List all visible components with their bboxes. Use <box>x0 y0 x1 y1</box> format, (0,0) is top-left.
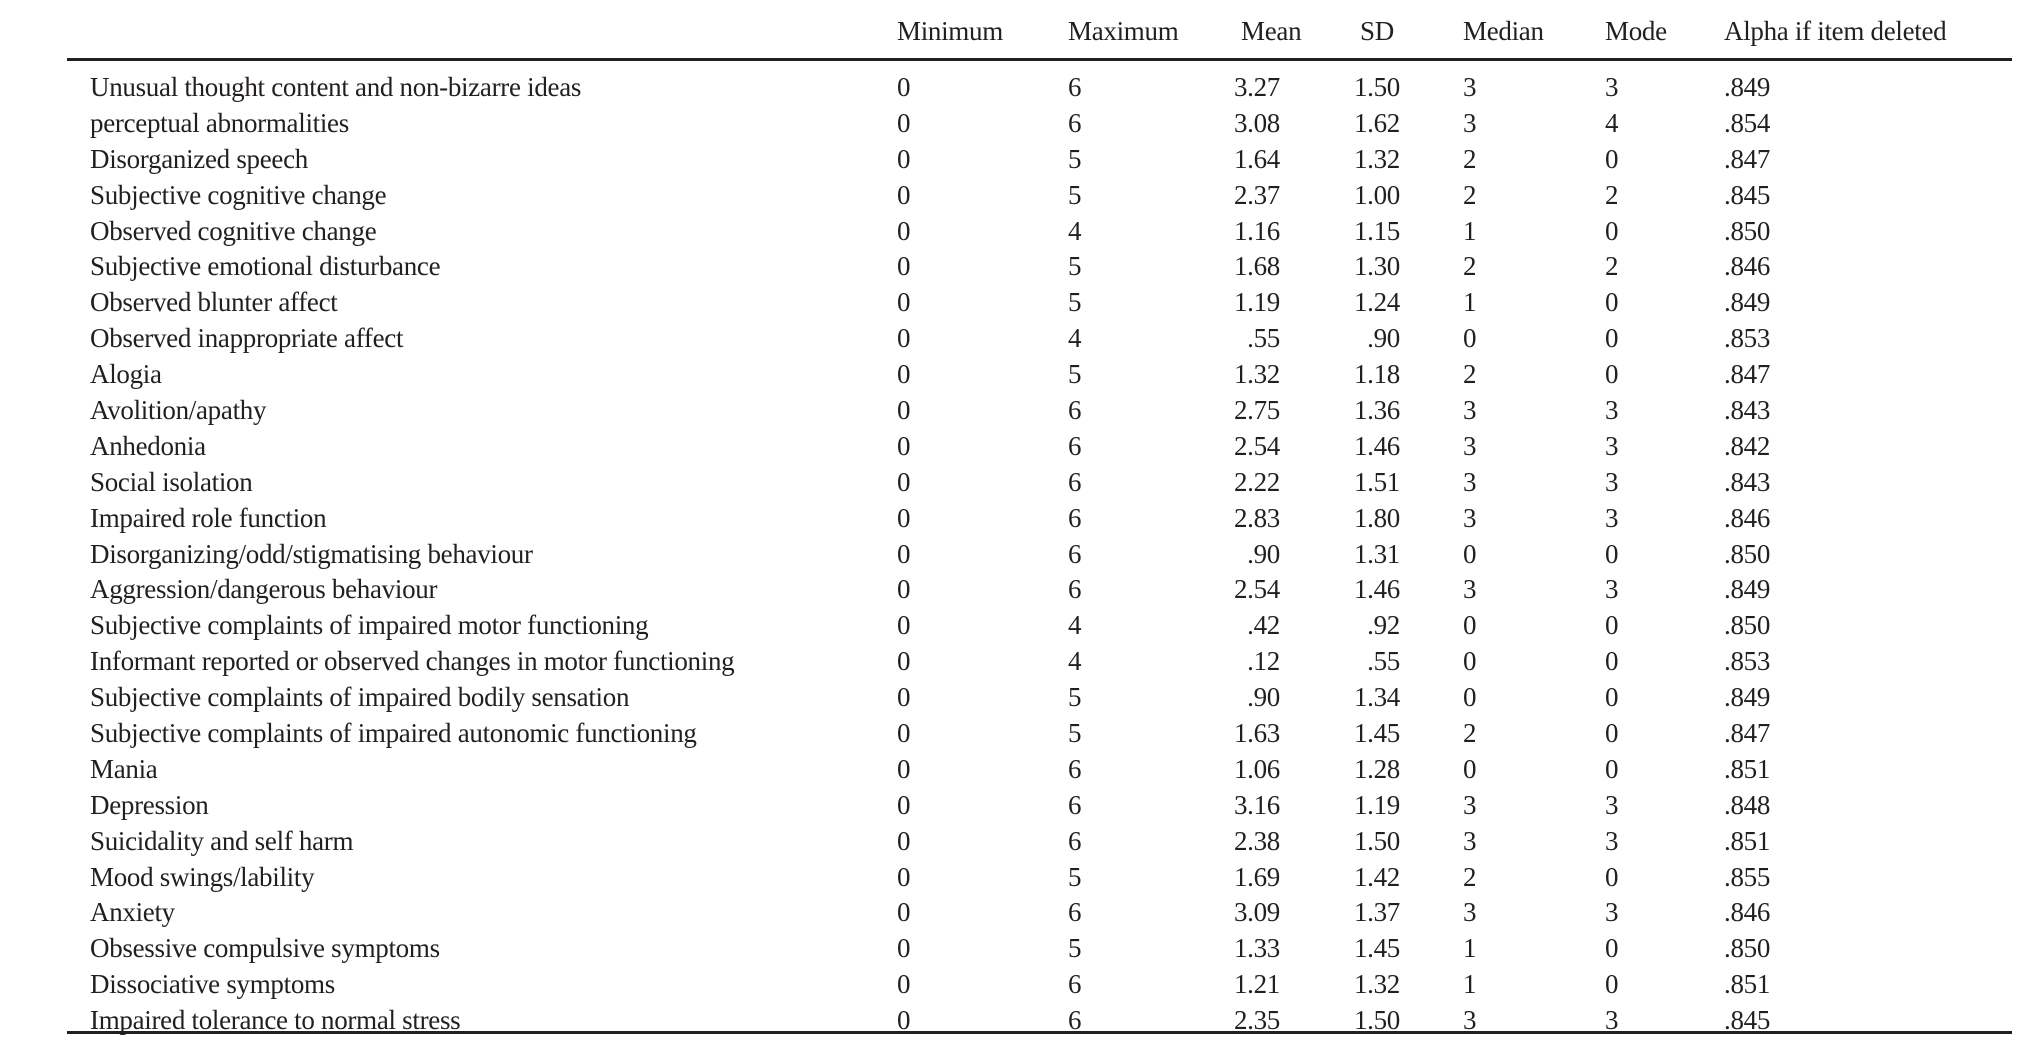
table-row <box>67 536 2012 572</box>
maximum-value: 4 <box>1068 646 1082 677</box>
minimum-value: 0 <box>897 323 911 354</box>
mean-value: .42 <box>1247 610 1280 641</box>
table-row <box>67 751 2012 787</box>
alpha-value: .842 <box>1724 430 1771 461</box>
median-value: 3 <box>1463 72 1477 102</box>
minimum-value: 0 <box>897 143 911 174</box>
sd-value: 1.37 <box>1353 897 1400 928</box>
maximum-value: 4 <box>1068 610 1082 641</box>
minimum-value: 0 <box>897 825 911 856</box>
item-label: Subjective complaints of impaired motor functioning <box>90 610 649 641</box>
maximum-value: 4 <box>1068 323 1082 354</box>
minimum-value: 0 <box>897 287 911 318</box>
sd-value: 1.36 <box>1353 395 1400 426</box>
sd-value: 1.50 <box>1353 825 1400 856</box>
minimum-value: 0 <box>897 107 911 138</box>
maximum-value: 5 <box>1068 179 1082 210</box>
item-label: Depression <box>90 789 209 820</box>
minimum-value: 0 <box>897 395 911 426</box>
mean-value: 2.83 <box>1233 502 1280 533</box>
item-label: Subjective complaints of impaired bodily sensation <box>90 682 630 713</box>
table-row <box>67 392 2012 428</box>
item-label: Observed cognitive change <box>90 215 377 246</box>
minimum-value: 0 <box>897 502 911 533</box>
alpha-value: .851 <box>1724 753 1771 784</box>
alpha-value: .843 <box>1724 466 1771 497</box>
maximum-value: 5 <box>1068 287 1082 318</box>
column-header-alpha: Alpha if item deleted <box>1724 16 1947 46</box>
mode-value: 0 <box>1605 682 1619 713</box>
table-row <box>67 177 2012 213</box>
table-row <box>67 787 2012 823</box>
mean-value: 1.68 <box>1233 251 1280 282</box>
item-label: Observed blunter affect <box>90 287 338 318</box>
column-header-mean: Mean <box>1241 16 1302 46</box>
maximum-value: 6 <box>1068 753 1082 784</box>
minimum-value: 0 <box>897 430 911 461</box>
maximum-value: 6 <box>1068 1005 1082 1036</box>
mean-value: .55 <box>1247 323 1280 354</box>
alpha-value: .850 <box>1724 215 1771 246</box>
minimum-value: 0 <box>897 179 911 210</box>
minimum-value: 0 <box>897 861 911 892</box>
minimum-value: 0 <box>897 897 911 928</box>
minimum-value: 0 <box>897 215 911 246</box>
maximum-value: 5 <box>1068 251 1082 282</box>
minimum-value: 0 <box>897 682 911 713</box>
minimum-value: 0 <box>897 610 911 641</box>
mode-value: 0 <box>1605 215 1619 246</box>
column-header-sd: SD <box>1360 16 1394 46</box>
alpha-value: .848 <box>1724 789 1771 820</box>
maximum-value: 6 <box>1068 897 1082 928</box>
mean-value: 1.32 <box>1233 359 1280 390</box>
mode-value: 3 <box>1605 466 1619 497</box>
minimum-value: 0 <box>897 359 911 390</box>
minimum-value: 0 <box>897 538 911 569</box>
sd-value: 1.28 <box>1353 753 1400 784</box>
sd-value: 1.34 <box>1353 682 1400 713</box>
sd-value: 1.24 <box>1353 287 1400 318</box>
mean-value: 2.54 <box>1233 574 1280 605</box>
alpha-value: .843 <box>1724 395 1771 426</box>
item-label: Impaired tolerance to normal stress <box>90 1005 461 1036</box>
item-label: Dissociative symptoms <box>90 969 335 1000</box>
median-value: 2 <box>1463 861 1477 892</box>
table-row <box>67 607 2012 643</box>
alpha-value: .853 <box>1724 323 1771 354</box>
mode-value: 3 <box>1605 72 1619 102</box>
mean-value: 2.54 <box>1233 430 1280 461</box>
mode-value: 0 <box>1605 718 1619 749</box>
item-label: Subjective emotional disturbance <box>90 251 441 282</box>
sd-value: 1.50 <box>1353 1005 1400 1036</box>
alpha-value: .846 <box>1724 502 1771 533</box>
mean-value: 3.09 <box>1233 897 1280 928</box>
sd-value: 1.62 <box>1353 107 1400 138</box>
table-row <box>67 823 2012 859</box>
mode-value: 0 <box>1605 861 1619 892</box>
descriptive-statistics-table <box>67 0 2012 1034</box>
median-value: 2 <box>1463 143 1477 174</box>
sd-value: 1.15 <box>1353 215 1400 246</box>
mode-value: 3 <box>1605 430 1619 461</box>
mean-value: 3.08 <box>1233 107 1280 138</box>
sd-value: 1.46 <box>1353 574 1400 605</box>
table-row <box>67 105 2012 141</box>
mean-value: 1.64 <box>1233 143 1280 174</box>
maximum-value: 6 <box>1068 430 1082 461</box>
alpha-value: .850 <box>1724 538 1771 569</box>
mean-value: 1.63 <box>1233 718 1280 749</box>
maximum-value: 6 <box>1068 107 1082 138</box>
mode-value: 3 <box>1605 395 1619 426</box>
median-value: 0 <box>1463 323 1477 354</box>
alpha-value: .845 <box>1724 1005 1771 1036</box>
mode-value: 0 <box>1605 359 1619 390</box>
minimum-value: 0 <box>897 718 911 749</box>
mode-value: 0 <box>1605 933 1619 964</box>
sd-value: 1.19 <box>1353 789 1400 820</box>
median-value: 3 <box>1463 1005 1477 1036</box>
median-value: 0 <box>1463 646 1477 677</box>
mean-value: 2.37 <box>1233 179 1280 210</box>
table-row <box>67 930 2012 966</box>
minimum-value: 0 <box>897 251 911 282</box>
mean-value: 2.75 <box>1233 395 1280 426</box>
mode-value: 3 <box>1605 897 1619 928</box>
alpha-value: .855 <box>1724 861 1771 892</box>
item-label: Subjective cognitive change <box>90 179 387 210</box>
mode-value: 3 <box>1605 574 1619 605</box>
sd-value: 1.18 <box>1353 359 1400 390</box>
mean-value: .12 <box>1247 646 1280 677</box>
median-value: 3 <box>1463 466 1477 497</box>
maximum-value: 6 <box>1068 789 1082 820</box>
mean-value: 1.33 <box>1233 933 1280 964</box>
mode-value: 3 <box>1605 825 1619 856</box>
table-row <box>67 859 2012 895</box>
minimum-value: 0 <box>897 1005 911 1036</box>
mean-value: 1.69 <box>1233 861 1280 892</box>
sd-value: .92 <box>1367 610 1400 641</box>
median-value: 3 <box>1463 430 1477 461</box>
sd-value: 1.80 <box>1353 502 1400 533</box>
alpha-value: .846 <box>1724 251 1771 282</box>
median-value: 3 <box>1463 897 1477 928</box>
sd-value: 1.51 <box>1353 466 1400 497</box>
maximum-value: 6 <box>1068 574 1082 605</box>
table-row <box>67 966 2012 1002</box>
alpha-value: .850 <box>1724 610 1771 641</box>
mean-value: .90 <box>1247 682 1280 713</box>
minimum-value: 0 <box>897 969 911 1000</box>
median-value: 3 <box>1463 825 1477 856</box>
column-header-mode: Mode <box>1605 16 1667 46</box>
sd-value: 1.30 <box>1353 251 1400 282</box>
median-value: 2 <box>1463 179 1477 210</box>
item-label: Alogia <box>90 359 162 390</box>
minimum-value: 0 <box>897 933 911 964</box>
item-label: Anxiety <box>90 897 175 928</box>
sd-value: 1.45 <box>1353 933 1400 964</box>
sd-value: 1.32 <box>1353 143 1400 174</box>
mean-value: 1.19 <box>1233 287 1280 318</box>
minimum-value: 0 <box>897 72 911 102</box>
table-row <box>67 679 2012 715</box>
alpha-value: .851 <box>1724 825 1771 856</box>
item-label: Observed inappropriate affect <box>90 323 404 354</box>
maximum-value: 5 <box>1068 143 1082 174</box>
alpha-value: .854 <box>1724 107 1771 138</box>
mean-value: 1.16 <box>1233 215 1280 246</box>
alpha-value: .853 <box>1724 646 1771 677</box>
median-value: 2 <box>1463 359 1477 390</box>
alpha-value: .847 <box>1724 359 1771 390</box>
maximum-value: 5 <box>1068 861 1082 892</box>
mode-value: 3 <box>1605 789 1619 820</box>
column-header-minimum: Minimum <box>897 16 1003 46</box>
alpha-value: .849 <box>1724 72 1771 102</box>
alpha-value: .849 <box>1724 574 1771 605</box>
mean-value: 3.27 <box>1233 72 1280 102</box>
item-label: Disorganizing/odd/stigmatising behaviour <box>90 538 533 569</box>
table-row <box>67 571 2012 607</box>
table-row <box>67 500 2012 536</box>
mode-value: 2 <box>1605 251 1619 282</box>
mode-value: 0 <box>1605 143 1619 174</box>
sd-value: 1.45 <box>1353 718 1400 749</box>
maximum-value: 5 <box>1068 359 1082 390</box>
alpha-value: .847 <box>1724 718 1771 749</box>
table-row <box>67 284 2012 320</box>
table-row <box>67 428 2012 464</box>
alpha-value: .845 <box>1724 179 1771 210</box>
maximum-value: 6 <box>1068 825 1082 856</box>
maximum-value: 5 <box>1068 718 1082 749</box>
table-header <box>67 0 2012 61</box>
median-value: 0 <box>1463 753 1477 784</box>
table-row <box>67 213 2012 249</box>
median-value: 2 <box>1463 718 1477 749</box>
maximum-value: 5 <box>1068 933 1082 964</box>
median-value: 0 <box>1463 538 1477 569</box>
sd-value: .90 <box>1367 323 1400 354</box>
alpha-value: .851 <box>1724 969 1771 1000</box>
maximum-value: 6 <box>1068 395 1082 426</box>
table-row <box>67 141 2012 177</box>
mean-value: 1.21 <box>1233 969 1280 1000</box>
table-row <box>67 464 2012 500</box>
sd-value: 1.42 <box>1353 861 1400 892</box>
mode-value: 0 <box>1605 610 1619 641</box>
mean-value: .90 <box>1247 538 1280 569</box>
median-value: 0 <box>1463 610 1477 641</box>
maximum-value: 4 <box>1068 215 1082 246</box>
median-value: 3 <box>1463 574 1477 605</box>
maximum-value: 6 <box>1068 538 1082 569</box>
median-value: 2 <box>1463 251 1477 282</box>
mode-value: 0 <box>1605 753 1619 784</box>
table-row <box>67 643 2012 679</box>
sd-value: 1.00 <box>1353 179 1400 210</box>
median-value: 3 <box>1463 395 1477 426</box>
minimum-value: 0 <box>897 789 911 820</box>
table-row <box>67 320 2012 356</box>
item-label: Social isolation <box>90 466 253 497</box>
maximum-value: 6 <box>1068 72 1082 102</box>
median-value: 3 <box>1463 789 1477 820</box>
minimum-value: 0 <box>897 753 911 784</box>
sd-value: .55 <box>1367 646 1400 677</box>
table-row <box>67 69 2012 105</box>
alpha-value: .850 <box>1724 933 1771 964</box>
alpha-value: .849 <box>1724 682 1771 713</box>
item-label: Aggression/dangerous behaviour <box>90 574 438 605</box>
mode-value: 0 <box>1605 646 1619 677</box>
maximum-value: 6 <box>1068 969 1082 1000</box>
alpha-value: .846 <box>1724 897 1771 928</box>
table-body <box>67 61 2012 1034</box>
mode-value: 0 <box>1605 323 1619 354</box>
maximum-value: 6 <box>1068 502 1082 533</box>
maximum-value: 5 <box>1068 682 1082 713</box>
mean-value: 2.22 <box>1233 466 1280 497</box>
item-label: perceptual abnormalities <box>90 107 349 138</box>
mode-value: 3 <box>1605 502 1619 533</box>
mode-value: 4 <box>1605 107 1619 138</box>
item-label: Unusual thought content and non-bizarre ideas <box>90 72 582 102</box>
median-value: 1 <box>1463 969 1477 1000</box>
item-label: Informant reported or observed changes in motor functioning <box>90 646 735 677</box>
sd-value: 1.32 <box>1353 969 1400 1000</box>
median-value: 1 <box>1463 287 1477 318</box>
minimum-value: 0 <box>897 574 911 605</box>
item-label: Suicidality and self harm <box>90 825 354 856</box>
minimum-value: 0 <box>897 466 911 497</box>
mode-value: 0 <box>1605 287 1619 318</box>
table-row <box>67 894 2012 930</box>
item-label: Impaired role function <box>90 502 327 533</box>
item-label: Avolition/apathy <box>90 395 267 426</box>
table-row <box>67 1002 2012 1038</box>
minimum-value: 0 <box>897 646 911 677</box>
sd-value: 1.50 <box>1353 72 1400 102</box>
column-header-median: Median <box>1463 16 1544 46</box>
mean-value: 3.16 <box>1233 789 1280 820</box>
item-label: Obsessive compulsive symptoms <box>90 933 440 964</box>
sd-value: 1.46 <box>1353 430 1400 461</box>
item-label: Mood swings/lability <box>90 861 315 892</box>
alpha-value: .849 <box>1724 287 1771 318</box>
column-header-maximum: Maximum <box>1068 16 1179 46</box>
mode-value: 3 <box>1605 1005 1619 1036</box>
median-value: 0 <box>1463 682 1477 713</box>
mean-value: 1.06 <box>1233 753 1280 784</box>
mode-value: 0 <box>1605 538 1619 569</box>
median-value: 3 <box>1463 107 1477 138</box>
table-row <box>67 356 2012 392</box>
item-label: Mania <box>90 753 158 784</box>
mean-value: 2.35 <box>1233 1005 1280 1036</box>
alpha-value: .847 <box>1724 143 1771 174</box>
item-label: Anhedonia <box>90 430 206 461</box>
table-row <box>67 248 2012 284</box>
median-value: 1 <box>1463 933 1477 964</box>
sd-value: 1.31 <box>1353 538 1400 569</box>
mode-value: 2 <box>1605 179 1619 210</box>
item-label: Disorganized speech <box>90 143 308 174</box>
table-row <box>67 715 2012 751</box>
median-value: 3 <box>1463 502 1477 533</box>
mode-value: 0 <box>1605 969 1619 1000</box>
median-value: 1 <box>1463 215 1477 246</box>
item-label: Subjective complaints of impaired autonomic functioning <box>90 718 697 749</box>
mean-value: 2.38 <box>1233 825 1280 856</box>
maximum-value: 6 <box>1068 466 1082 497</box>
